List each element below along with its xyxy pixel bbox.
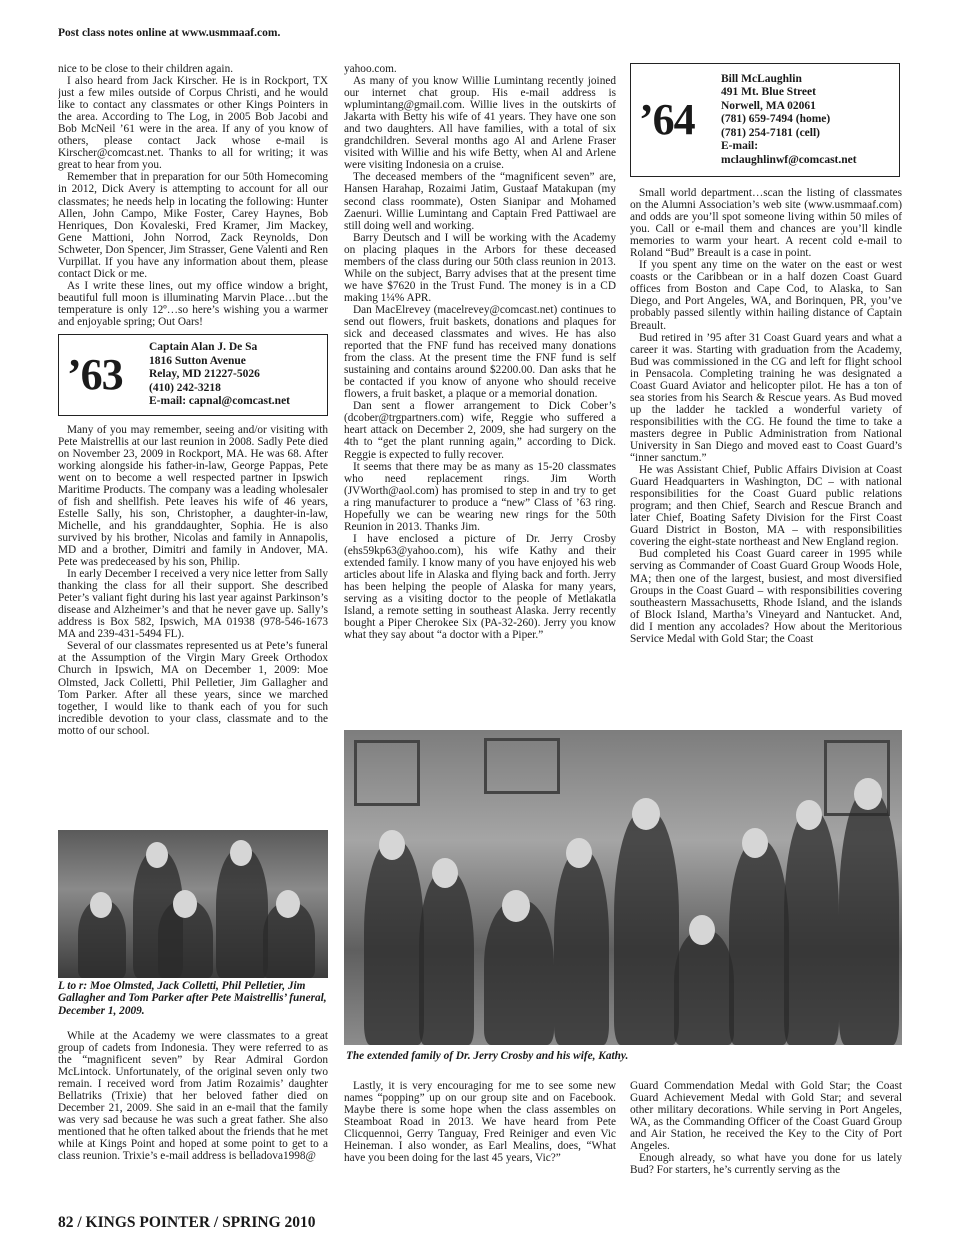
class-year: ’63	[67, 349, 123, 399]
paragraph: Many of you may remember, seeing and/or visiting with Pete Maistrellis at our last reunion in 2008. Sadly Pete died on November 23, 2009 in Rockport, MA. He was 68. After working alongside his father-in-law, George Pappas, Pete went on to become a well respected partner in Ipswich Maritime Products. The company was a leading wholesaler of fish and shellfish. Pete leaves his wife of 46 years, Estelle Sally, his son, Christopher, a daughter-in-law, Michelle, and his granddaughter, Sophia. He is also survived by his brother, Nicolas and family in Annapolis, MD and a brother, Dimitri and family in Andover, MA. Pete was predeceased by his son, Philip.	[58, 423, 328, 569]
paragraph: nice to be close to their children again.	[58, 63, 234, 75]
paragraph: While at the Academy we were classmates to a great group of cadets from Indonesia. They were referred to as the “magnificent seven” by Rear Admiral Gordon McLintock. Unfortunately, of the original seven only two remain. I received word from Jatim Rozaimis’ daughter Bellatriks (Trixie) that her beloved father died on December 21, 2009. She said in an e-mail that the family was very sad because he was such a great father. She also mentioned that he often talked about the friends that he met while at Kings Point and hoped at some point to get to a class reunion. Trixie’s e-mail address is belladova1998@	[58, 1030, 328, 1163]
contact-street: 491 Mt. Blue Street	[721, 86, 816, 99]
paragraph: He was Assistant Chief, Public Affairs Division at Coast Guard Headquarters in Washington, DC – with national responsibilities for the Coast Guard public relations program; and then Chief, Search and Rescue Branch and later Chief, Boating Safety Division for the First Coast Guard District in Boston, MA – with responsibilities covering the eight-state northeast and New England region.	[630, 464, 902, 549]
contact-phone-cell: (781) 254-7181 (cell)	[721, 126, 820, 139]
contact-city: Relay, MD 21227-5026	[149, 368, 260, 381]
class-64-contact-box	[630, 63, 900, 177]
page-header: Post class notes online at www.usmmaaf.com.	[58, 27, 281, 39]
paragraph: I also heard from Jack Kirscher. He is in Rockport, TX just a few miles outside of Corpus Christi, and he would like to contact any classmates or other Kings Pointers in the area. According to The Log, in 2005 Bob Jacobi and Bob McNeil ’61 were in the area. If any of you know of others, please contact Jack whose e-mail is Kirscher@comcast.net. Thanks to all for writing; it was great to hear from you.	[58, 75, 328, 172]
contact-email: E-mail: capnal@comcast.net	[149, 395, 291, 408]
class-year: ’64	[639, 95, 695, 144]
photo-caption-left: L to r: Moe Olmsted, Jack Colletti, Phil Pelletier, Jim Gallagher and Tom Parker after Pete Maistrellis’ funeral, December 1, 2009.	[58, 980, 327, 1017]
column-middle	[344, 63, 616, 728]
paragraph: Several of our classmates represented us at Pete’s funeral at the Assumption of the Virgin Mary Greek Orthodox Church in Ipswich, MA on December 1, 2009: Moe Olmsted, Jack Colletti, Phil Pelletier, Jim Gallagher and Tom Parker. After all these years, since we marched together, I would like to thank each of you for such incredible devotion to your class, classmate and to the motto of our school.	[58, 640, 328, 737]
column-left	[58, 63, 328, 1193]
contact-email: mclaughlinwf@comcast.net	[721, 153, 857, 166]
paragraph: Lastly, it is very encouraging for me to see some new names “popping” up on our group site and on Facebook. Maybe there is some hope when the class assembles on Steamboat Road in 2013. We have heard from Pete Clicquennoi, Gerry Tanguay, Fred Reiniger and even Vic Heineman. I also wonder, as Earl Mealins, does, “What have you been doing for the last 45 years, Vic?”	[344, 1080, 616, 1165]
class-63-contact-box	[58, 334, 328, 416]
contact-name: Bill McLaughlin	[721, 72, 802, 85]
funeral-group-photo	[58, 830, 328, 978]
paragraph: Enough already, so what have you done for us lately Bud? For starters, he’s currently serving as the	[630, 1152, 902, 1177]
column-right	[630, 187, 902, 727]
paragraph: As many of you know Willie Lumintang recently joined our internet chat group. His e-mail address is wplumintang@gmail.com. Willie lives in the outskirts of Jakarta with Betty his wife of 41 years. They have one son and two daughters. All have families, with a total of six grandchildren. Several months ago Al and Arlene Fraser visited with Willie and his wife Betty, when Al and Arlene were visiting Indonesia on a cruise.	[344, 75, 616, 172]
paragraph: As I write these lines, out my office window a bright, beautiful full moon is illuminating Marvin Place…but the temperature is only 12º…so here’s wishing you a warmer and enjoyable spring; Out Oars!	[58, 279, 328, 328]
paragraph: Bud completed his Coast Guard career in 1995 while serving as Commander of Coast Guard Group Woods Hole, MA; then one of the largest, busiest, and most diversified Groups in the Coast Guard – with responsibilities covering southeastern Massachusetts, Rhode Island, and the islands of Block Island, Martha’s Vineyard and Nantucket. And, did I mention any accolades? How about the Meritorious Service Medal with Gold Star; the Coast	[630, 548, 902, 645]
column-right-continued	[630, 1080, 902, 1190]
paragraph: If you spent any time on the water on the east or west coasts or the Caribbean or in a half dozen Coast Guard offices from Boston and Cape Cod, to Alaska, to San Diego, and Port Angeles, WA, and Borinquen, PR, you’ve probably passed silently within hailing distance of Captain Breault.	[630, 259, 902, 332]
column-left-continued	[58, 1030, 328, 1190]
paragraph: Dan MacElrevey (macelrevey@comcast.net) continues to send out flowers, fruit baskets, donations and plaques for sick and deceased classmates and wives. He has also reported that the FNF fund has received many donations from the class. At the present time the FNF fund is self sustaining and contains around $2200.00. Dan asks that he be contacted if you know of anyone who should receive flowers, a fruit basket, a plaque or a memorial donation.	[344, 303, 616, 401]
crosby-family-photo	[344, 730, 902, 1045]
contact-phone-home: (781) 659-7494 (home)	[721, 113, 831, 126]
paragraph: In early December I received a very nice letter from Sally thanking the class for all their support. She described Peter’s valiant fight during his last year against Parkinson’s disease and Alzheimer’s and that he never gave up. Sally’s address is Box 582, Ipswich, MA 01938 (978-546-1673 MA and 239-431-5494 FL).	[58, 568, 328, 641]
paragraph: Dan sent a flower arrangement to Dick Cober’s (dcober@trgpartners.com) wife, Reggie who suffered a heart attack on December 2, 2009, she had surgery on the 4th to “get the plant running again,” according to Dick. Reggie is expected to fully recover.	[344, 400, 616, 461]
paragraph: Guard Commendation Medal with Gold Star; the Coast Guard Achievement Medal with Gold Star; and several other military decorations. While serving in Port Angeles, WA, as the Commanding Officer of the Coast Guard Group and Air Station, he received the Key to the City of Port Angeles.	[630, 1080, 902, 1153]
paragraph: Bud retired in ’95 after 31 Coast Guard years and what a career it was. Starting with graduation from the Academy, Bud was commissioned in the CG and left for flight school in Pensacola. Completing training he was designated a Coast Guard Aviator and helicopter pilot. He has a ton of sea stories from his Search & Rescue years. As Bud moved up the ladder he tackled a wonderful variety of responsibilities with the CG. He found the time to take a masters degree in Public Administration from National University in San Diego and moved east to Coast Guard’s “inner sanctum.”	[630, 331, 902, 465]
paragraph: Remember that in preparation for our 50th Homecoming in 2012, Dick Avery is attempting to account for all our classmates; he needs help in locating the following: Hunter Allen, John Campo, Mike Foster, Carey Haynes, Bob Henriques, Don Kovaleski, Fred Kramer, Jim Mackey, Gene Mattioni, John Norrod, Zack Reynolds, Don Schweter, Don Spencer, Jim Strasser, Gene Valenti and Ren Vurpillat. If you have any information about them, please contact Dick or me.	[58, 171, 328, 280]
contact-city: Norwell, MA 02061	[721, 99, 816, 112]
contact-street: 1816 Sutton Avenue	[149, 354, 246, 367]
photo-caption-right: The extended family of Dr. Jerry Crosby and his wife, Kathy.	[346, 1050, 629, 1062]
paragraph: The deceased members of the “magnificent seven” are, Hansen Harahap, Rozaimi Jatim, Gustaaf Matakupan (my second class roommate), Osten Sianipar and Mohamed Zaenuri. Willie Lumintang and Captain Fred Pattiwael are still doing well and working.	[344, 171, 616, 232]
paragraph: I have enclosed a picture of Dr. Jerry Crosby (ehs59kp63@yahoo.com), his wife Kathy and their extended family. I know many of you have enjoyed his web articles about life in Alaska and flying back and forth. Jerry has been helping the people of Alaska for many years, serving as a visiting doctor to the people of Metlakatla Island, a remote setting in southeast Alaska. Jerry recently bought a Piper Cherokee Six (PA-32-260). Jerry you know what they say about “a doctor with a Piper.”	[344, 532, 616, 642]
column-middle-continued	[344, 1080, 616, 1190]
page-footer: 82 / KINGS POINTER / SPRING 2010	[58, 1214, 316, 1231]
paragraph: Small world department…scan the listing of classmates on the Alumni Association’s web site (www.usmmaaf.com) and odds are you’ll spot someone living within 50 miles of you. Call or e-mail them and chances are you’ll kindle memories to warm your heart. A recent cold e-mail to Roland “Bud” Breault is a case in point.	[630, 187, 902, 260]
paragraph: It seems that there may be as many as 15-20 classmates who need replacement rings. Jim Worth (JVWorth@aol.com) has promised to step in and try to get a ring manufacturer to produce a “new” Class of ’63 ring. Hopefully we can be wearing new rings for the 50th Reunion in 2013. Thanks Jim.	[344, 460, 616, 533]
paragraph: yahoo.com.	[344, 63, 397, 75]
class-contact	[149, 341, 290, 409]
paragraph: Barry Deutsch and I will be working with the Academy on placing plaques in the Arbors for these deceased members of the class during our 50th class reunion in 2013. While on the subject, Barry advises that at the present time we have $7620 in the Trust Fund. The money is in a CD making 1¼% APR.	[344, 231, 616, 304]
contact-email-label: E-mail:	[721, 140, 759, 153]
class-contact	[721, 73, 857, 168]
contact-phone: (410) 242-3218	[149, 381, 221, 394]
contact-name: Captain Alan J. De Sa	[149, 341, 258, 354]
